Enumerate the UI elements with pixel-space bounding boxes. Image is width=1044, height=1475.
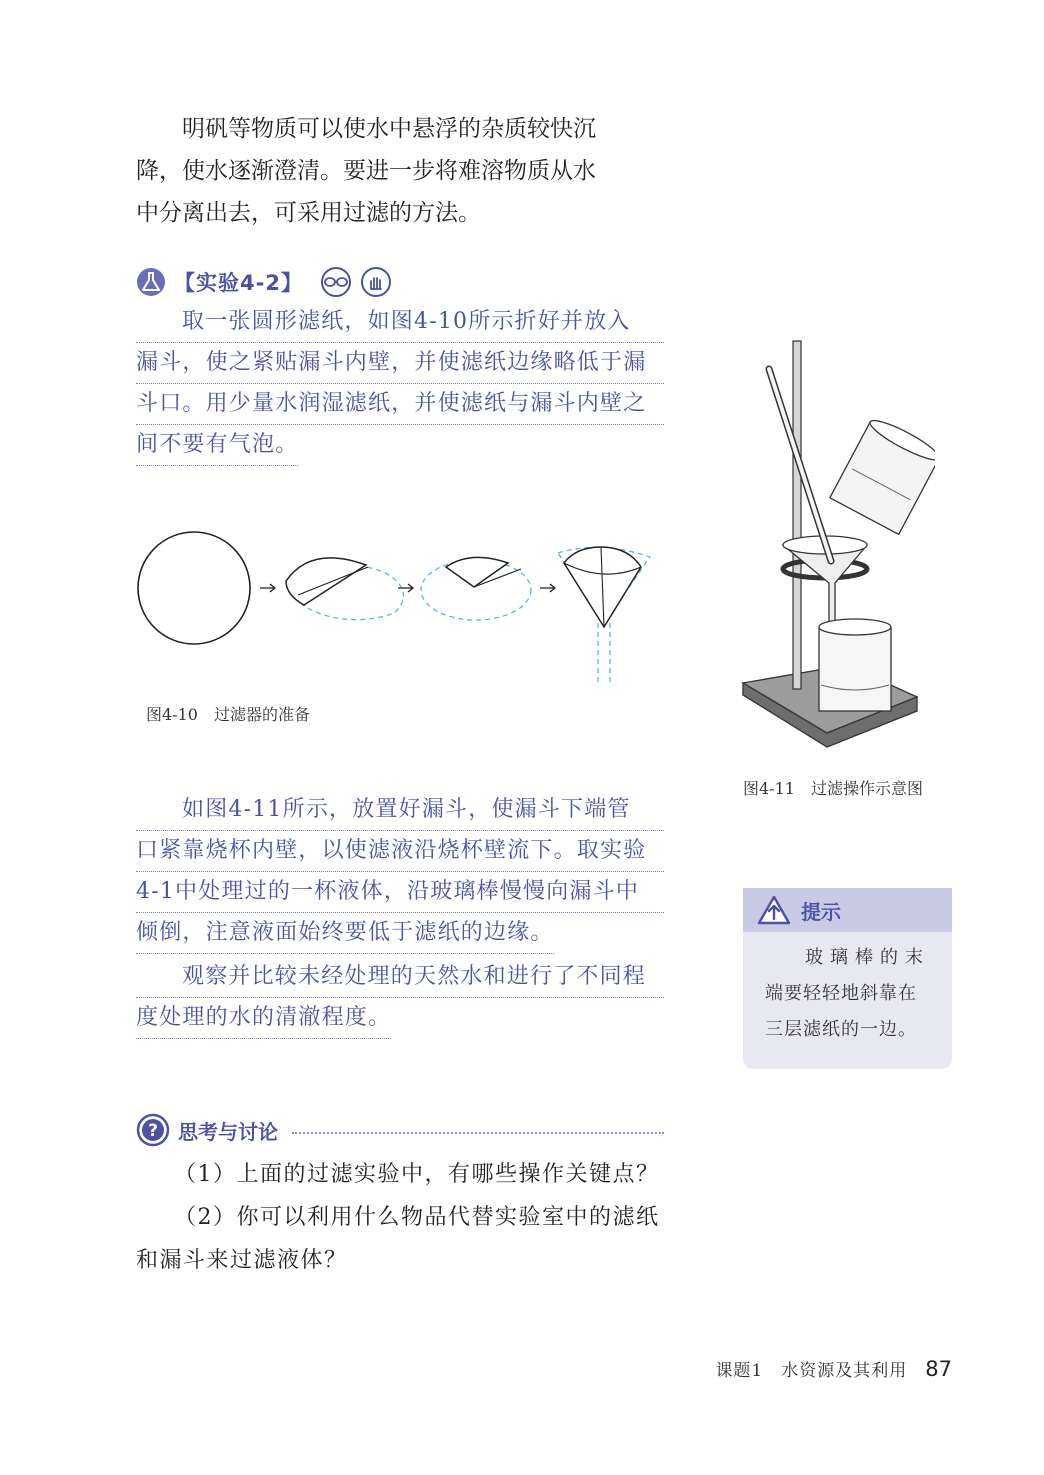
text-line: 漏斗，使之紧贴漏斗内壁，并使滤纸边缘略低于漏 (136, 343, 664, 384)
tip-title: 提示 (801, 899, 841, 924)
filter-paper-circle (138, 532, 250, 644)
experiment-paragraph-1 (136, 302, 664, 480)
tip-body (743, 932, 952, 1048)
figure-4-11-caption: 图4-11 过滤操作示意图 (743, 779, 923, 798)
warning-icon (757, 895, 791, 925)
chapter-label: 课题1 水资源及其利用 (715, 1361, 908, 1381)
experiment-title: 【实验4-2】 (174, 271, 303, 295)
pouring-beaker (830, 415, 935, 535)
question-icon (136, 1113, 170, 1147)
page-footer (715, 1356, 952, 1381)
receiving-beaker (819, 619, 891, 711)
divider (292, 1132, 664, 1134)
intro-line: 中分离出去，可采用过滤的方法。 (136, 200, 481, 226)
experiment-header (136, 266, 391, 298)
text-line: 口紧靠烧杯内壁，以使滤液沿烧杯壁流下。取实验 (136, 831, 664, 872)
figure-4-10-caption: 图4-10 过滤器的准备 (146, 705, 310, 724)
quarter-folded-paper (446, 557, 508, 587)
tip-header (743, 888, 952, 932)
intro-line: 明矾等物质可以使水中悬浮的杂质较快沉 (182, 116, 596, 142)
filtration-apparatus-illustration (735, 335, 935, 765)
intro-line: 降，使水逐渐澄清。要进一步将难溶物质从水 (136, 158, 596, 184)
experiment-paragraph-3 (136, 957, 664, 1053)
hand-wash-icon (361, 267, 391, 297)
text-line: 斗口。用少量水润湿滤纸，并使滤纸与漏斗内壁之 (136, 384, 664, 425)
discussion-title: 思考与讨论 (178, 1119, 278, 1144)
text-line: 4-1中处理过的一杯液体，沿玻璃棒慢慢向漏斗中 (136, 872, 664, 913)
question-2-continued: 和漏斗来过滤液体？ (136, 1248, 348, 1273)
experiment-paragraph-2 (136, 790, 664, 968)
tip-line: 端要轻轻地斜靠在 (765, 983, 917, 1004)
page-number: 87 (925, 1357, 952, 1381)
tip-line: 三层滤纸的一边。 (765, 1019, 917, 1040)
intro-paragraph (136, 108, 664, 234)
tip-box (743, 888, 952, 1069)
text-line: 如图4-11所示，放置好漏斗，使漏斗下端管 (136, 790, 664, 831)
arrow-icon (260, 584, 275, 592)
text-line: 观察并比较未经处理的天然水和进行了不同程 (136, 957, 664, 998)
arrow-icon (540, 584, 555, 592)
text-line: 度处理的水的清澈程度。 (136, 998, 391, 1039)
text-line: 取一张圆形滤纸，如图4-10所示折好并放入 (136, 302, 664, 343)
discussion-header (136, 1112, 664, 1148)
half-folded-paper (286, 558, 366, 605)
text-line: 倾倒，注意液面始终要低于滤纸的边缘。 (136, 913, 554, 954)
question-2: （2）你可以利用什么物品代替实验室中的滤纸 (174, 1205, 660, 1230)
stand-rod (793, 341, 801, 689)
filter-paper-folding-diagram (136, 525, 656, 690)
svg-text:?: ? (148, 1121, 158, 1141)
goggles-icon (319, 267, 353, 297)
tip-line: 玻璃棒的末 (805, 947, 930, 968)
flask-icon (136, 267, 166, 297)
question-1: （1）上面的过滤实验中，有哪些操作关键点？ (174, 1162, 660, 1187)
text-line: 间不要有气泡。 (136, 425, 298, 466)
